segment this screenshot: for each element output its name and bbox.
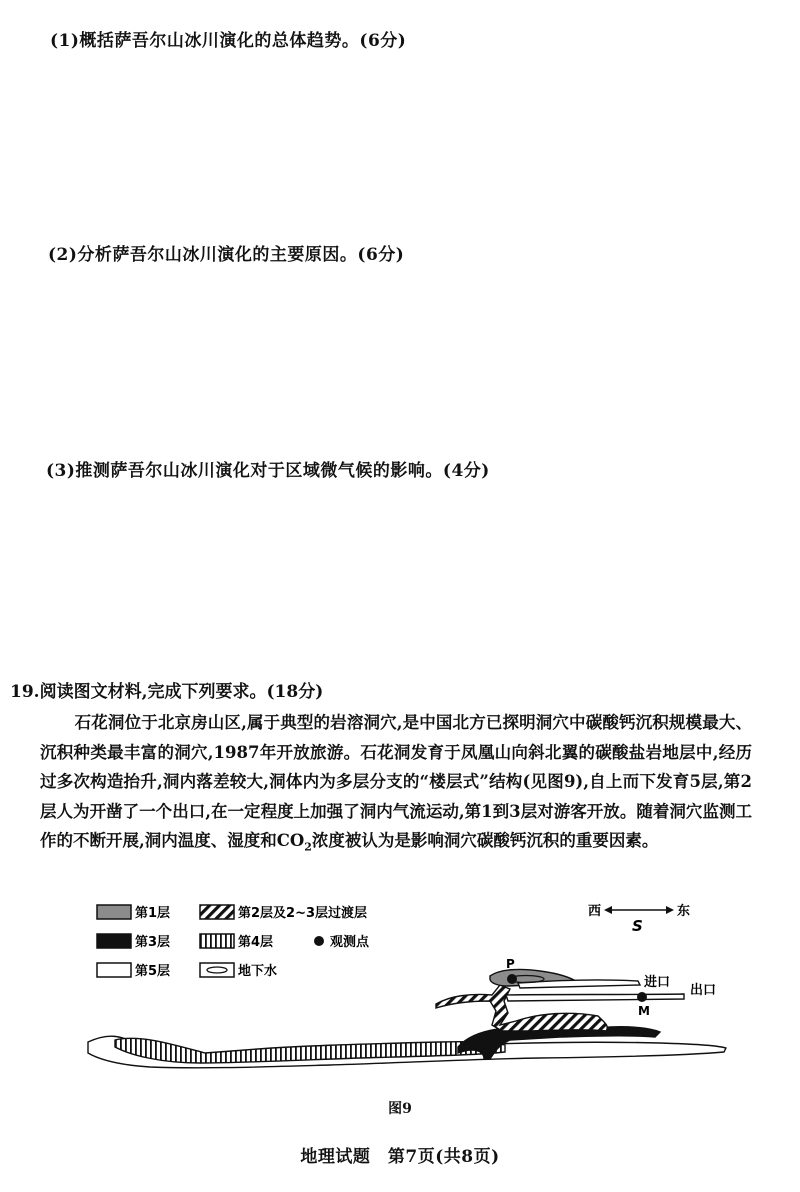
cave-passage-exit (506, 994, 684, 1001)
legend-swatch-layer2 (200, 905, 234, 919)
legend-swatch-layer5 (97, 963, 131, 977)
question-3: (3)推测萨吾尔山冰川演化对于区域微气候的影响。(4分) (46, 461, 490, 481)
legend-label-layer1: 第1层 (135, 906, 171, 921)
figure-caption: 图9 (388, 1101, 412, 1117)
observation-point-m (637, 992, 647, 1002)
cave-system (88, 969, 726, 1067)
legend-label-groundwater: 地下水 (238, 964, 278, 979)
cave-passage-entrance (518, 980, 640, 988)
question-19-passage (40, 708, 752, 862)
label-entrance: 进口 (644, 975, 671, 990)
question-19-title: 19.阅读图文材料,完成下列要求。(18分) (10, 682, 324, 702)
legend-label-layer3: 第3层 (135, 935, 171, 950)
page-footer: 地理试题 第7页(共8页) (300, 1147, 500, 1167)
legend-label-layer2: 第2层及2~3层过渡层 (238, 906, 368, 921)
cave-figure (0, 895, 800, 1090)
passage-text-end: 浓度被认为是影响洞穴碳酸钙沉积的重要因素。 (311, 831, 659, 850)
legend-groundwater-icon (200, 963, 234, 977)
legend-label-observation: 观测点 (330, 935, 370, 950)
observation-point-p (507, 974, 517, 984)
question-2: (2)分析萨吾尔山冰川演化的主要原因。(6分) (48, 245, 405, 265)
legend-observation-point-icon (314, 936, 324, 946)
label-point-p: P (506, 957, 515, 971)
compass-east: 东 (677, 904, 691, 919)
legend-label-layer5: 第5层 (135, 964, 171, 979)
legend-swatch-layer1 (97, 905, 131, 919)
legend (97, 905, 370, 979)
co2-subscript: 2 (304, 840, 312, 854)
compass (588, 903, 690, 935)
question-1: (1)概括萨吾尔山冰川演化的总体趋势。(6分) (50, 31, 407, 51)
label-exit: 出口 (690, 983, 717, 998)
compass-mark: S (632, 917, 643, 935)
compass-arrow-right-icon (666, 906, 674, 914)
legend-swatch-layer4 (200, 934, 234, 948)
compass-arrow-left-icon (604, 906, 612, 914)
label-point-m: M (638, 1004, 650, 1018)
passage-text: 石花洞位于北京房山区,属于典型的岩溶洞穴,是中国北方已探明洞穴中碳酸钙沉积规模最大、沉积种类最丰富的洞穴,1987年开放旅游。石花洞发育于凤凰山向斜北翼的碳酸盐岩地层中,经历过多次构造抬升,洞内落差较大,洞体内为多层分支的“楼层式”结构(见图9),自上而下发育5层,第2层人为开凿了一个出口,在一定程度上加强了洞内气流运动,第1到3层对游客开放。随着洞穴监测工作的不断开展,洞内温度、湿度和CO (40, 713, 752, 850)
cave-layer2 (436, 985, 607, 1031)
legend-label-layer4: 第4层 (238, 935, 274, 950)
compass-west: 西 (588, 904, 602, 919)
legend-swatch-layer3 (97, 934, 131, 948)
